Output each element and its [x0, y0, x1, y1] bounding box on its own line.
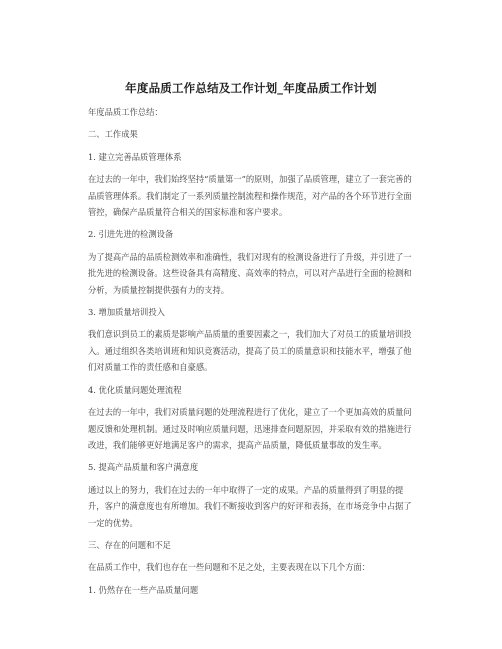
document-title: 年度品质工作总结及工作计划_年度品质工作计划 [125, 81, 377, 95]
paragraph-4: 在过去的一年中，我们对质量问题的处理流程进行了优化，建立了一个更加高效的质量问题反馈和处理机制。通过及时响应质量问题，迅速排查问题原因，并采取有效的措施进行改进，我们能够更好地满足客户的需求，提高产品质量，降低质量事故的发生率。 [88, 407, 412, 450]
section-label-summary: 年度品质工作总结： [88, 107, 163, 117]
item-heading-3: 3. 增加质量培训投入 [88, 307, 165, 318]
document-body [88, 104, 417, 604]
item-heading-2: 2. 引进先进的检测设备 [88, 229, 174, 240]
section-heading-problems: 三、存在的问题和不足 [88, 539, 171, 550]
paragraph-5: 通过以上的努力，我们在过去的一年中取得了一定的成果。产品的质量得到了明显的提升，客户的满意度也有所增加。我们不断接收到客户的好评和表扬，在市场竞争中占据了一定的优势。 [88, 484, 412, 528]
paragraph-1: 在过去的一年中，我们始终坚持“质量第一”的原则，加强了品质管理，建立了一套完善的品质管理体系。我们制定了一系列质量控制流程和操作规范，对产品的各个环节进行全面管控，确保产品质量符合相关的国家标准和客户要求。 [88, 174, 412, 218]
paragraph-2: 为了提高产品的品质检测效率和准确性，我们对现有的检测设备进行了升级，并引进了一批先进的检测设备。这些设备具有高精度、高效率的特点，可以对产品进行全面的检测和分析，为质量控制提供强有力的支持。 [88, 251, 412, 295]
section-heading-achievements: 二、工作成果 [88, 129, 138, 140]
item-heading-1: 1. 建立完善品质管理体系 [88, 151, 182, 162]
paragraph-3: 我们意识到员工的素质是影响产品质量的重要因素之一，我们加大了对员工的质量培训投入。通过组织各类培训班和知识竞赛活动，提高了员工的质量意识和技能水平，增强了他们对质量工作的责任感和自豪感。 [88, 329, 412, 373]
item-heading-problem-1: 1. 仍然存在一些产品质量问题 [88, 584, 199, 595]
item-heading-4: 4. 优化质量问题处理流程 [88, 384, 182, 395]
paragraph-6: 在品质工作中，我们也存在一些问题和不足之处，主要表现在以下几个方面： [88, 562, 371, 573]
item-heading-5: 5. 提高产品质量和客户满意度 [88, 462, 199, 473]
